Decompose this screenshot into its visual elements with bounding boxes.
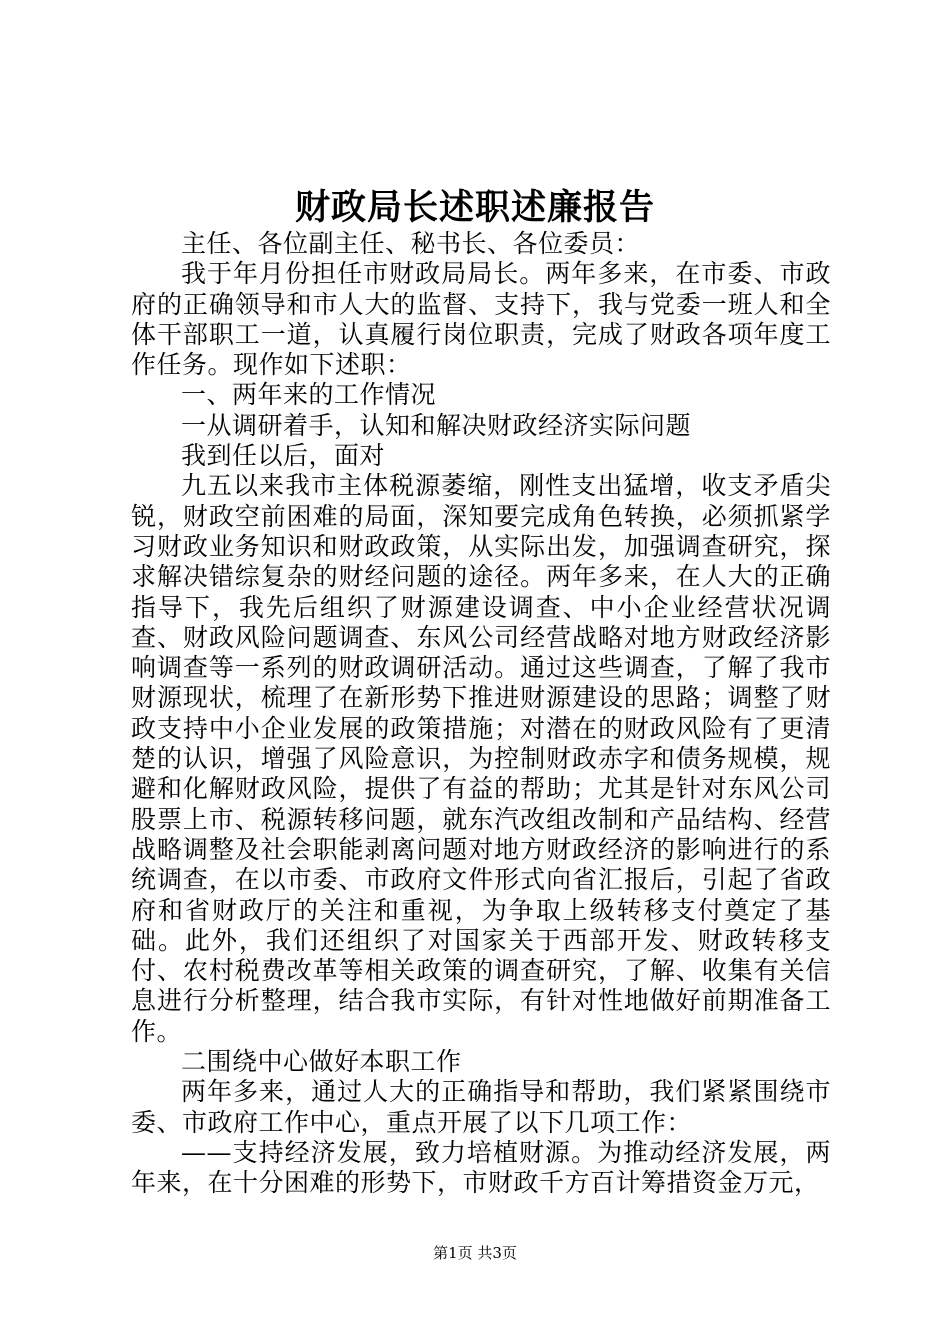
subsection-heading-2: 二围绕中心做好本职工作 [181, 1047, 462, 1077]
salutation-paragraph: 主任、各位副主任、秘书长、各位委员： [181, 229, 641, 258]
section-heading-1: 一、两年来的工作情况 [181, 380, 437, 410]
body-paragraph: 我到任以后，面对 [181, 441, 386, 471]
document-body [131, 229, 831, 1199]
document-title: 财政局长述职述廉报告 [294, 187, 655, 228]
body-paragraph: 两年多来，通过人大的正确指导和帮助，我们紧紧围绕市委、市政府工作中心，重点开展了以下几项工作： [131, 1077, 831, 1137]
page-footer: 第1页 共3页 [433, 1244, 517, 1262]
body-paragraph: 九五以来我市主体税源萎缩，刚性支出猛增，收支矛盾尖锐，财政空前困难的局面，深知要完成角色转换，必须抓紧学习财政业务知识和财政政策，从实际出发，加强调查研究，探求解决错综复杂的财经问题的途径。两年多来，在人大的正确指导下，我先后组织了财源建设调查、中小企业经营状况调查、财政风险问题调查、东风公司经营战略对地方财政经济影响调查等一系列的财政调研活动。通过这些调查，了解了我市财源现状，梳理了在新形势下推进财源建设的思路；调整了财政支持中小企业发展的政策措施；对潜在的财政风险有了更清楚的认识，增强了风险意识，为控制财政赤字和债务规模，规避和化解财政风险，提供了有益的帮助；尤其是针对东风公司股票上市、税源转移问题，就东汽改组改制和产品结构、经营战略调整及社会职能剥离问题对地方财政经济的影响进行的系统调查，在以市委、市政府文件形式向省汇报后，引起了省政府和省财政厅的关注和重视，为争取上级转移支付奠定了基础。此外，我们还组织了对国家关于西部开发、财政转移支付、农村税费改革等相关政策的调查研究，了解、收集有关信息进行分析整理，结合我市实际，有针对性地做好前期准备工作。 [131, 471, 831, 1046]
subsection-heading-1: 一从调研着手，认知和解决财政经济实际问题 [181, 410, 692, 440]
body-paragraph: ——支持经济发展，致力培植财源。为推动经济发展，两年来，在十分困难的形势下，市财政千方百计筹措资金万元， [131, 1137, 831, 1198]
intro-paragraph: 我于年月份担任市财政局局长。两年多来，在市委、市政府的正确领导和市人大的监督、支持下，我与党委一班人和全体干部职工一道，认真履行岗位职责，完成了财政各项年度工作任务。现作如下述职： [131, 259, 831, 380]
